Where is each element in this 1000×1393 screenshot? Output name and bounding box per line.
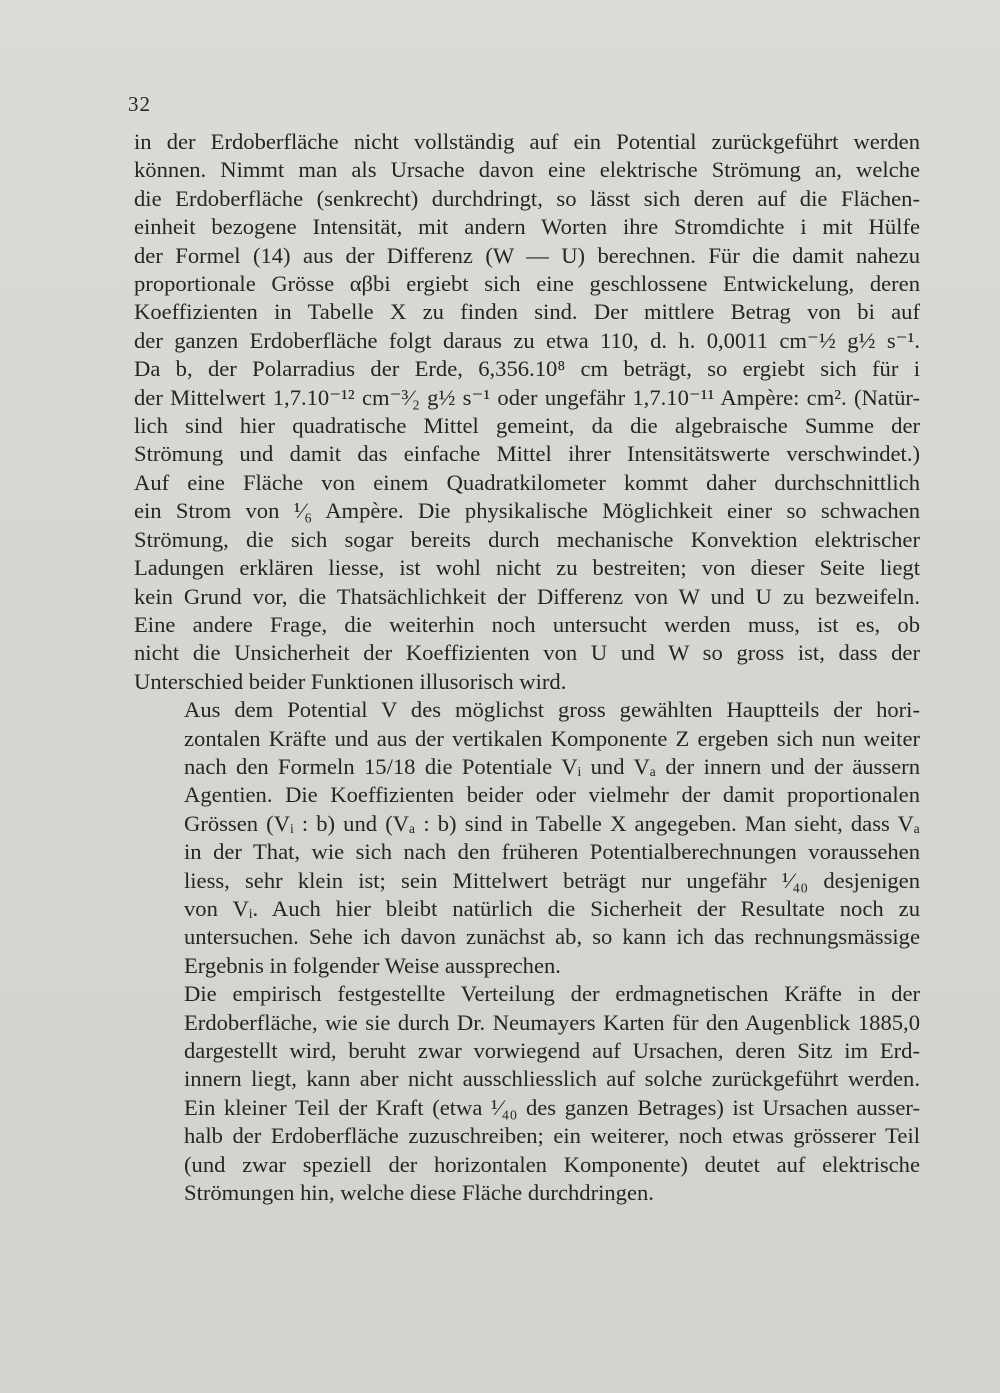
text-line: Die empirisch festgestellte Verteilung der erdmagnetischen Kräfte in der: [184, 981, 920, 1007]
text-line: zontalen Kräfte und aus der vertikalen Komponente Z ergeben sich nun weiter: [184, 725, 920, 751]
paragraph-2: [134, 696, 920, 980]
text-line: Grössen (Vᵢ : b) und (Vₐ : b) sind in Tabelle X angegeben. Man sieht, dass Vₐ: [184, 810, 920, 836]
text-line: nach den Formeln 15/18 die Potentiale Vᵢ und Vₐ der innern und der äussern: [184, 753, 920, 779]
text-line: Strömung und damit das einfache Mittel ihrer Intensitätswerte verschwindet.): [134, 441, 920, 467]
paragraph-1: [134, 128, 920, 696]
text-line: Ergebnis in folgender Weise aussprechen.: [184, 952, 561, 978]
text-line: der Mittelwert 1,7.10⁻¹² cm⁻³⁄₂ g½ s⁻¹ oder ungefähr 1,7.10⁻¹¹ Ampère: cm². (Natür-: [134, 384, 920, 410]
text-line: können. Nimmt man als Ursache davon eine elektrische Strömung an, welche: [134, 157, 920, 183]
text-line: lich sind hier quadratische Mittel gemeint, da die algebraische Summe der: [134, 413, 920, 439]
text-line: Unterschied beider Funktionen illusorisch wird.: [134, 668, 567, 694]
text-line: untersuchen. Sehe ich davon zunächst ab, so kann ich das rechnungsmässige: [184, 924, 920, 950]
text-line: Eine andere Frage, die weiterhin noch untersucht werden muss, ist es, ob: [134, 611, 920, 637]
text-line: nicht die Unsicherheit der Koeffizienten von U und W so gross ist, dass der: [134, 640, 920, 666]
text-line: innern liegt, kann aber nicht ausschliesslich auf solche zurückgeführt werden.: [184, 1066, 920, 1092]
text-line: die Erdoberfläche (senkrecht) durchdringt, so lässt sich deren auf die Flächen-: [134, 185, 920, 211]
text-line: Aus dem Potential V des möglichst gross gewählten Hauptteils der hori-: [184, 697, 920, 723]
text-line: Ladungen erklären liesse, ist wohl nicht zu bestreiten; von dieser Seite liegt: [134, 555, 920, 581]
text-line: Auf eine Fläche von einem Quadratkilometer kommt daher durchschnittlich: [134, 469, 920, 495]
text-line: Ein kleiner Teil der Kraft (etwa ¹⁄₄₀ des ganzen Betrages) ist Ursachen ausser-: [184, 1094, 920, 1120]
text-line: ein Strom von ¹⁄₆ Ampère. Die physikalische Möglichkeit einer so schwachen: [134, 498, 920, 524]
text-line: Koeffizienten in Tabelle X zu finden sind. Der mittlere Betrag von bi auf: [134, 299, 920, 325]
text-line: proportionale Grösse αβbi ergiebt sich eine geschlossene Entwickelung, deren: [134, 271, 920, 297]
text-line: von Vᵢ. Auch hier bleibt natürlich die Sicherheit der Resultate noch zu: [184, 895, 920, 921]
text-line: der ganzen Erdoberfläche folgt daraus zu etwa 110, d. h. 0,0011 cm⁻½ g½ s⁻¹.: [134, 327, 920, 353]
text-line: Da b, der Polarradius der Erde, 6,356.10⁸ cm beträgt, so ergiebt sich für i: [134, 356, 920, 382]
text-line: dargestellt wird, beruht zwar vorwiegend auf Ursachen, deren Sitz im Erd-: [184, 1038, 920, 1063]
text-line: kein Grund vor, die Thatsächlichkeit der Differenz von W und U zu bezweifeln.: [134, 583, 920, 609]
page-number: 32: [128, 92, 151, 116]
text-line: liess, sehr klein ist; sein Mittelwert beträgt nur ungefähr ¹⁄₄₀ desjenigen: [184, 867, 920, 893]
body-text: [134, 128, 920, 1207]
text-line: in der Erdoberfläche nicht vollständig auf ein Potential zurückgeführt werden: [134, 129, 920, 154]
text-line: Strömungen hin, welche diese Fläche durchdringen.: [184, 1180, 654, 1206]
text-line: Agentien. Die Koeffizienten beider oder vielmehr der damit proportionalen: [184, 782, 920, 808]
text-line: einheit bezogene Intensität, mit andern Worten ihre Stromdichte i mit Hülfe: [134, 214, 920, 240]
text-line: (und zwar speziell der horizontalen Komponente) deutet auf elektrische: [184, 1151, 920, 1177]
text-line: halb der Erdoberfläche zuzuschreiben; ein weiterer, noch etwas grösserer Teil: [184, 1123, 920, 1149]
text-line: Erdoberfläche, wie sie durch Dr. Neumayers Karten für den Augenblick 1885,0: [184, 1009, 920, 1035]
text-line: der Formel (14) aus der Differenz (W — U) berechnen. Für die damit nahezu: [134, 242, 920, 268]
text-line: in der That, wie sich nach den früheren Potentialberechnungen voraussehen: [184, 839, 920, 865]
paragraph-3: [134, 980, 920, 1207]
text-line: Strömung, die sich sogar bereits durch mechanische Konvektion elektrischer: [134, 526, 920, 552]
